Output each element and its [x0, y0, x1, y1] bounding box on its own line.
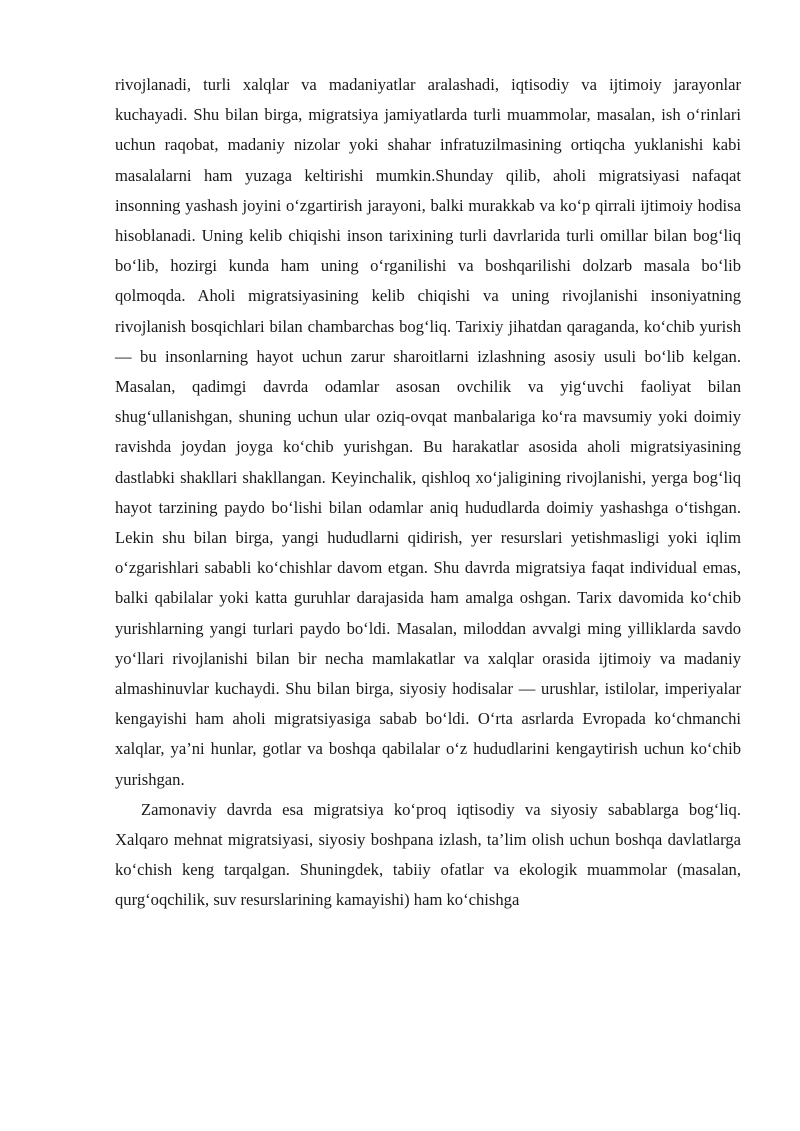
- paragraph: Zamonaviy davrda esa migratsiya ko‘proq iqtisodiy va siyosiy sabablarga bog‘liq. Xalqaro mehnat migratsiyasi, siyosiy boshpana izlash, ta’lim olish uchun boshqa davlatlarga ko‘chish keng tarqalgan. Shuningdek, tabiiy ofatlar va ekologik muammolar (masalan, qurg‘oqchilik, suv resurslarining kamayishi) ham ko‘chishga: [115, 799, 741, 910]
- paragraph: rivojlanadi, turli xalqlar va madaniyatlar aralashadi, iqtisodiy va ijtimoiy jarayonlar kuchayadi. Shu bilan birga, migratsiya jamiyatlarda turli muammolar, masalan, ish o‘rinlari uchun raqobat, madaniy nizolar yoki shahar infratuzilmasining ortiqcha yuklanishi kabi masalalarni ham yuzaga keltirishi mumkin.Shunday qilib, aholi migratsiyasi nafaqat insonning yashash joyini o‘zgartirish jarayoni, balki murakkab va ko‘p qirrali ijtimoiy hodisa hisoblanadi. Uning kelib chiqishi inson tarixining turli davrlarida turli omillar bilan bog‘liq bo‘lib, hozirgi kunda ham uning o‘rganilishi va boshqarilishi dolzarb masala bo‘lib qolmoqda. Aholi migratsiyasining kelib chiqishi va uning rivojlanishi insoniyatning rivojlanish bosqichlari bilan chambarchas bog‘liq. Tarixiy jihatdan qaraganda, ko‘chib yurish — bu insonlarning hayot uchun zarur sharoitlarni izlashning asosiy usuli bo‘lib kelgan. Masalan, qadimgi davrda odamlar asosan ovchilik va yig‘uvchi faoliyat bilan shug‘ullanishgan, shuning uchun ular oziq-ovqat manbalariga ko‘ra mavsumiy yoki doimiy ravishda joydan joyga ko‘chib yurishgan. Bu harakatlar asosida aholi migratsiyasining dastlabki shakllari shakllangan. Keyinchalik, qishloq xo‘jaligining rivojlanishi, yerga bog‘liq hayot tarzining paydo bo‘lishi bilan odamlar aniq hududlarda doimiy yashashga o‘tishgan. Lekin shu bilan birga, yangi hududlarni qidirish, yer resurslari yetishmasligi yoki iqlim o‘zgarishlari sababli ko‘chishlar davom etgan. Shu davrda migratsiya faqat individual emas, balki qabilalar yoki katta guruhlar darajasida ham amalga oshgan. Tarix davomida ko‘chib yurishlarning yangi turlari paydo bo‘ldi. Masalan, miloddan avvalgi ming yilliklarda savdo yo‘llari rivojlanishi bilan bir necha mamlakatlar va xalqlar orasida ijtimoiy va madaniy almashinuvlar kuchaydi. Shu bilan birga, siyosiy hodisalar — urushlar, istilolar, imperiyalar kengayishi ham aholi migratsiyasiga sabab bo‘ldi. O‘rta asrlarda Evropada ko‘chmanchi xalqlar, ya’ni hunlar, gotlar va boshqa qabilalar o‘z hududlarini kengaytirish uchun ko‘chib yurishgan.: [115, 75, 741, 789]
- document-page: [115, 70, 741, 916]
